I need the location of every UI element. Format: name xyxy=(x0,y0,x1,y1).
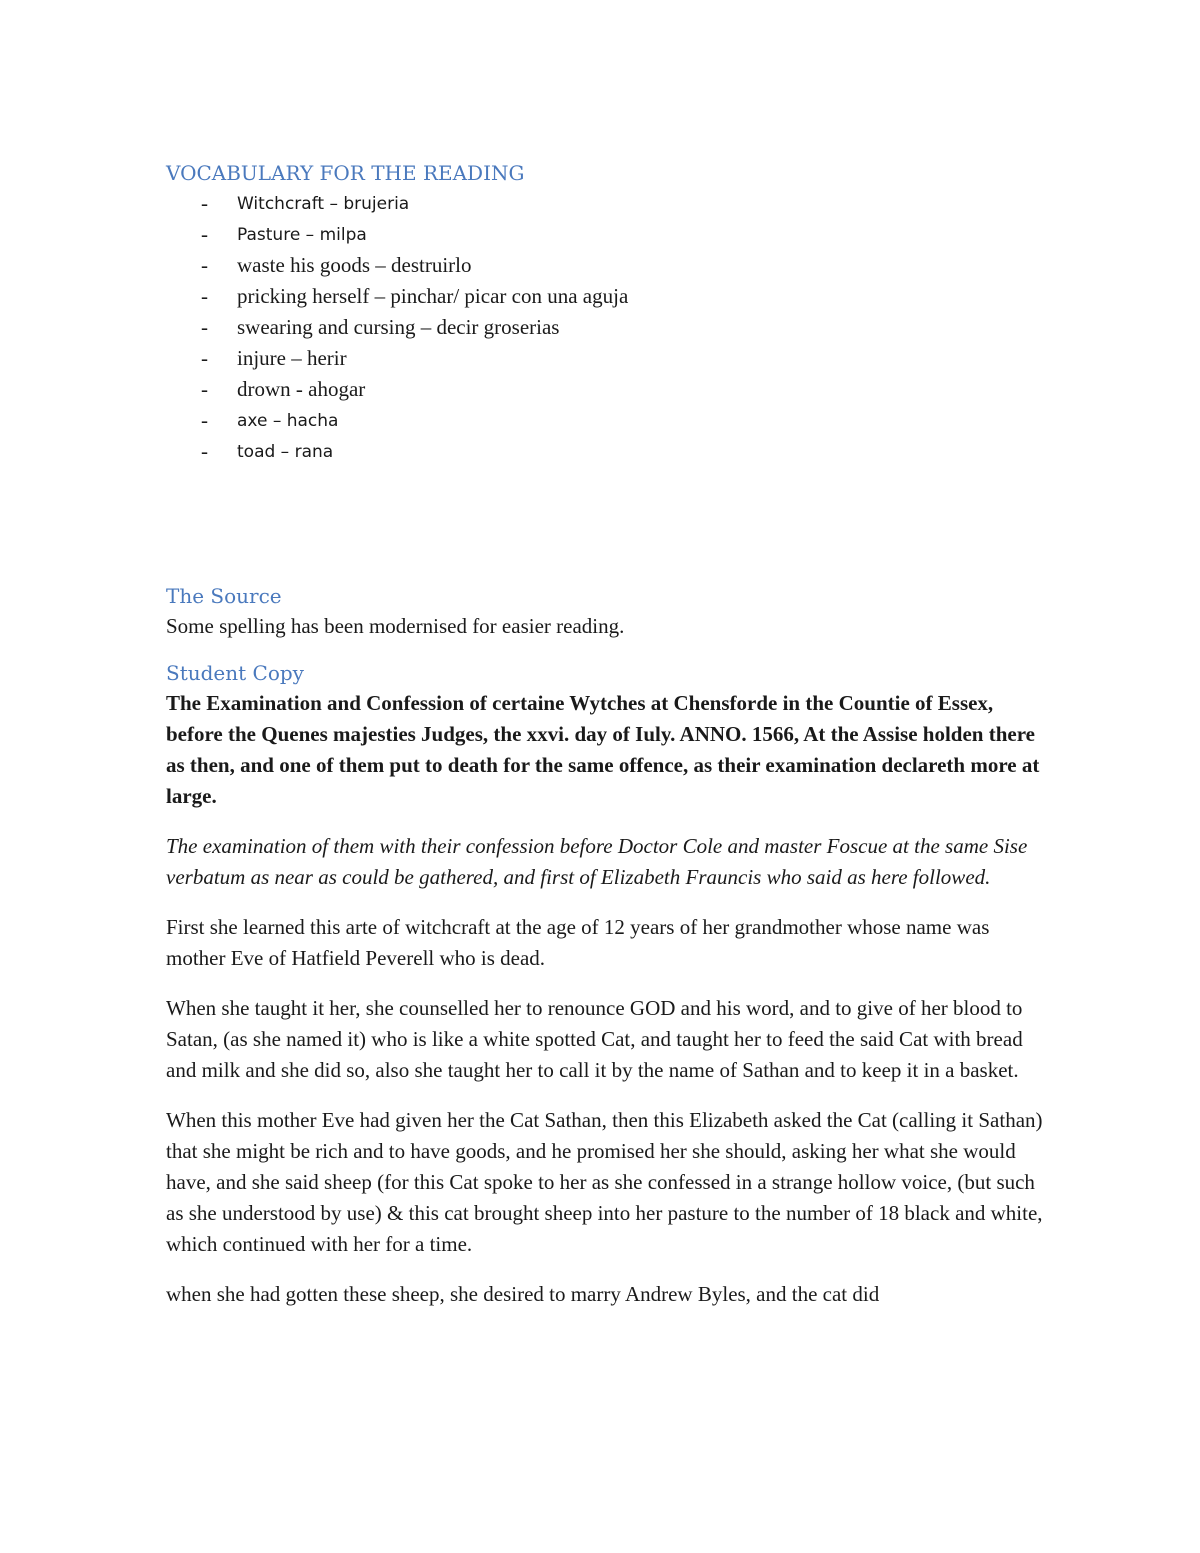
list-dash: - xyxy=(201,315,208,339)
list-item xyxy=(166,312,1046,343)
vocab-entry: waste his goods – destruirlo xyxy=(237,253,472,277)
vocab-entry: Pasture – milpa xyxy=(237,225,367,245)
body-paragraph: First she learned this arte of witchcraft at the age of 12 years of her grandmother whose name was mother Eve of Hatfield Peverell who is dead. xyxy=(166,915,990,970)
list-item xyxy=(166,281,1046,312)
vocab-entry: injure – herir xyxy=(237,346,347,370)
list-dash: - xyxy=(201,222,208,246)
list-item xyxy=(166,343,1046,374)
document-page xyxy=(166,158,1046,1310)
vocab-entry: drown - ahogar xyxy=(237,377,366,401)
list-dash: - xyxy=(201,377,208,401)
student-copy-heading: Student Copy xyxy=(166,661,304,685)
source-note: Some spelling has been modernised for easier reading. xyxy=(166,614,625,638)
list-dash: - xyxy=(201,439,208,463)
vocab-entry: swearing and cursing – decir groserias xyxy=(237,315,560,339)
list-dash: - xyxy=(201,284,208,308)
vocab-entry: Witchcraft – brujeria xyxy=(237,194,410,214)
list-item xyxy=(166,250,1046,281)
list-dash: - xyxy=(201,408,208,432)
body-paragraph: when she had gotten these sheep, she desired to marry Andrew Byles, and the cat did xyxy=(166,1282,880,1306)
vocabulary-heading: VOCABULARY FOR THE READING xyxy=(166,161,525,185)
body-paragraph: When she taught it her, she counselled her to renounce GOD and his word, and to give of her blood to Satan, (as she named it) who is like a white spotted Cat, and taught her to feed the said Cat with bread and milk and she did so, also she taught her to call it by the name of Sathan and to keep it in a basket. xyxy=(166,996,1023,1082)
list-item xyxy=(166,436,1046,467)
list-item xyxy=(166,188,1046,219)
list-item xyxy=(166,405,1046,436)
vocab-entry: axe – hacha xyxy=(237,411,339,431)
vocab-entry: toad – rana xyxy=(237,442,334,462)
vocab-entry: pricking herself – pinchar/ picar con una aguja xyxy=(237,284,629,308)
list-dash: - xyxy=(201,253,208,277)
source-heading: The Source xyxy=(166,584,282,608)
document-title: The Examination and Confession of certaine Wytches at Chensforde in the Countie of Essex, before the Quenes majesties Judges, the xxvi. day of Iuly. ANNO. 1566, At the Assise holden there as then, and one of them put to death for the same offence, as their examination declareth more at large. xyxy=(166,691,1040,808)
list-dash: - xyxy=(201,191,208,215)
intro-paragraph: The examination of them with their confession before Doctor Cole and master Foscue at the same Sise verbatum as near as could be gathered, and first of Elizabeth Frauncis who said as here followed. xyxy=(166,834,1028,889)
body-paragraph: When this mother Eve had given her the Cat Sathan, then this Elizabeth asked the Cat (calling it Sathan) that she might be rich and to have goods, and he promised her she should, asking her what she would have, and she said sheep (for this Cat spoke to her as she confessed in a strange hollow voice, (but such as she understood by use) & this cat brought sheep into her pasture to the number of 18 black and white, which continued with her for a time. xyxy=(166,1108,1043,1256)
vocabulary-list xyxy=(166,188,1046,467)
list-item xyxy=(166,374,1046,405)
list-dash: - xyxy=(201,346,208,370)
list-item xyxy=(166,219,1046,250)
